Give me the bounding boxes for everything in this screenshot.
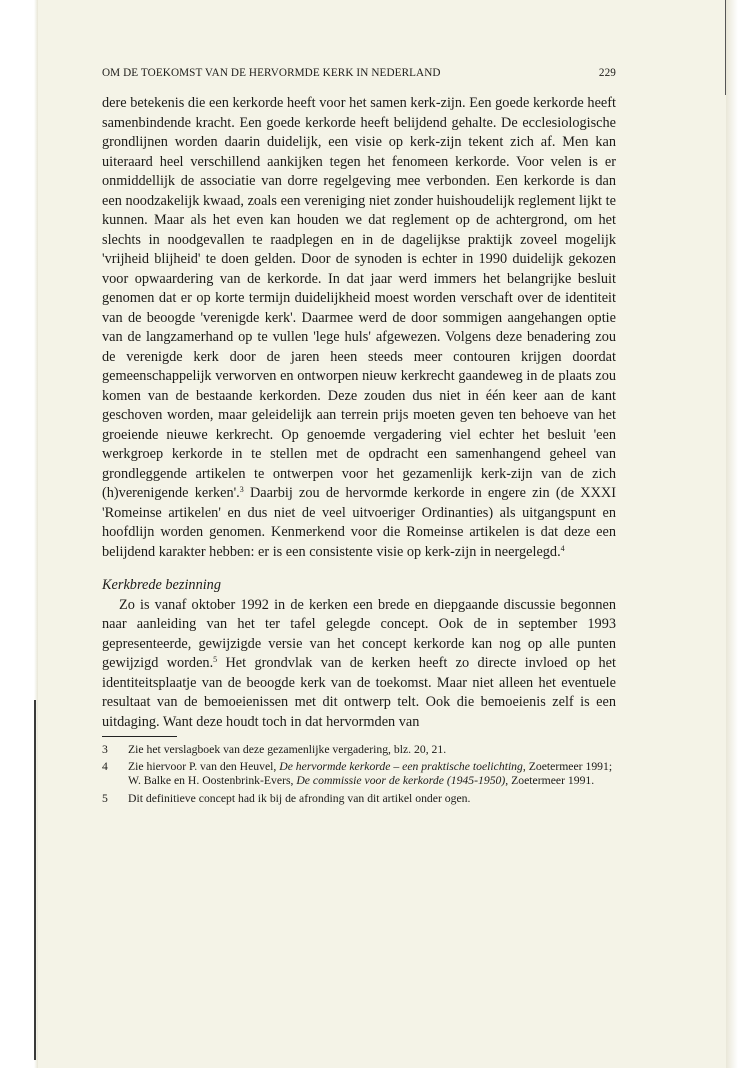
footnote-number: 3 <box>102 743 108 756</box>
footnote-5 <box>102 792 616 806</box>
footnote-text: Dit definitieve concept had ik bij de afronding van dit artikel onder ogen. <box>128 791 471 805</box>
running-title: OM DE TOEKOMST VAN DE HERVORMDE KERK IN NEDERLAND <box>102 67 441 79</box>
page-content <box>102 66 616 809</box>
paragraph-2-text-b: Het grondvlak van de kerken heeft zo directe invloed op het identiteitsplaatje van de beoogde kerk van de toekomst. Maar niet alleen het eventuele resultaat van de bemoeienissen met dit ontwerp telt. Ook die bemoeienis zelf is een uitdaging. Want deze houdt toch in dat hervormden van <box>102 655 616 730</box>
paragraph-1-text-b: Daarbij zou de hervormde kerkorde in engere zin (de XXXI 'Romeinse artikelen' en dus niet de veel uitvoeriger Ordinanties) als uitgangspunt en hoofdlijn worden genomen. Kenmerkend voor die Romeinse artikelen is dat deze een belijdend karakter hebben: er is een consistente visie op kerk-zijn in neergelegd. <box>102 485 617 560</box>
margin-rule-right <box>725 0 727 95</box>
footnotes <box>102 743 616 806</box>
footnote-number: 5 <box>102 791 108 805</box>
margin-rule-left <box>34 700 36 1060</box>
footnote-number: 4 <box>102 760 108 774</box>
page-edge-right <box>726 0 738 1068</box>
section-subheading: Kerkbrede bezinning <box>102 577 221 593</box>
footnote-3 <box>102 743 616 757</box>
footnote-text: Zie het verslagboek van deze gezamenlijke vergadering, blz. 20, 21. <box>128 743 447 756</box>
footnote-ref-4[interactable]: 4 <box>560 543 565 553</box>
footnote-text <box>128 760 616 788</box>
paragraph-2-text-a: Zo is vanaf oktober 1992 in de kerken een brede en diepgaande discussie begonnen naar aanleiding van het ter tafel gelegde concept. Ook de in september 1993 gepresenteerde, gewijzigde versie van het concept kerkorde kan nog op alle punten gewijzigd worden. <box>102 596 616 671</box>
page-number: 229 <box>598 67 616 79</box>
footnote-ref-3[interactable]: 3 <box>239 485 244 494</box>
footnote-ref-5[interactable]: 5 <box>213 655 218 664</box>
running-header <box>102 66 616 80</box>
footnote-divider <box>102 736 177 737</box>
footnote-text-pre: Zie hiervoor P. van den Heuvel, <box>128 760 280 774</box>
body-text <box>102 94 616 732</box>
paragraph-1 <box>102 94 616 562</box>
footnote-book-title-1: De hervormde kerkorde – een praktische toelichting <box>279 760 523 774</box>
paragraph-2 <box>102 596 616 733</box>
paragraph-1-text-a: dere betekenis die een kerkorde heeft voor het samen kerk-zijn. Een goede kerkorde heeft samenbindende kracht. Een goede kerkorde heeft belijdend gehalte. De ecclesiologische grondlijnen worden daarin duidelijk, een visie op kerk-zijn tekent zich af. Men kan uiteraard heel verschillend aankijken tegen het fenomeen kerkorde. Voor velen is er onmiddellijk de associatie van dorre regelgeving mee verbonden. Een kerkorde is dan een noodzakelijk kwaad, zoals een vereniging niet zonder huishoudelijk reglement lijkt te kunnen. Maar als het even kan houden we dat reglement op de achtergrond, om het slechts in noodgevallen te raadplegen en in de dagelijkse praktijk zoveel mogelijk 'vrijheid blijheid' te doen gelden. Door de synoden is echter in 1990 duidelijk gekozen voor opwaardering van de kerkorde. In dat jaar werd immers het belangrijke besluit genomen dat er op korte termijn duidelijkheid moest worden verschaft over de identiteit van de beoogde 'verenigde kerk'. Daarmee werd de door sommigen aangehangen optie van de langzamerhand op te vullen 'lege huls' afgewezen. Volgens deze benadering zou de verenigde kerk door de jaren heen steeds meer contouren krijgen doordat gemeenschappelijk verworven en ontworpen nieuw kerkrecht gaandeweg in de plaats zou komen van de bestaande kerkorden. Deze zouden dus niet in één keer aan de kant geschoven worden, maar geleidelijk aan terrein prijs moeten geven ten behoeve van het groeiende nieuwe kerkrecht. Op genoemde vergadering viel echter het besluit 'een werkgroep kerkorde in te stellen met de opdracht een samenhangend geheel van grondleggende artikelen te ontwerpen voor het gezamenlijk kerk-zijn van de zich (h)verenigende kerken'. <box>102 95 616 501</box>
footnote-book-title-2: De commissie voor de kerkorde (1945-1950) <box>296 774 506 788</box>
footnote-text-mid: , Zoetermeer 1991; W. Balke en H. Oostenbrink-Evers, <box>128 760 613 788</box>
footnote-4 <box>102 760 616 788</box>
footnote-text-post: , Zoetermeer 1991. <box>505 774 595 788</box>
page-binding-edge <box>0 0 38 1068</box>
